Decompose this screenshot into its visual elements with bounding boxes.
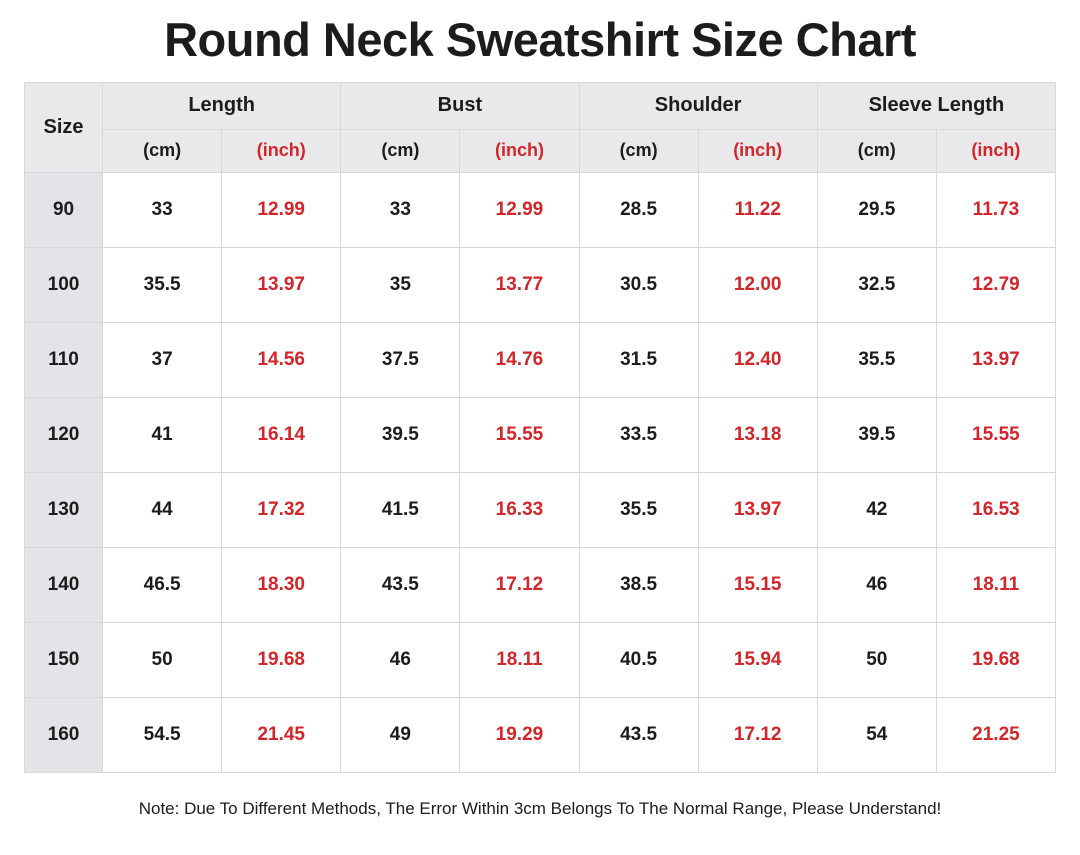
cell-shoulder-inch: 12.40: [698, 322, 817, 397]
header-unit-sleeve-inch: (inch): [936, 129, 1055, 172]
row-size-label: 90: [25, 172, 103, 247]
cell-length-inch: 14.56: [222, 322, 341, 397]
header-group-length: Length: [103, 82, 341, 129]
cell-length-inch: 12.99: [222, 172, 341, 247]
cell-bust-inch: 15.55: [460, 397, 579, 472]
cell-shoulder-inch: 13.97: [698, 472, 817, 547]
cell-shoulder-cm: 30.5: [579, 247, 698, 322]
row-size-label: 120: [25, 397, 103, 472]
header-group-bust: Bust: [341, 82, 579, 129]
size-chart-page: [0, 14, 1080, 855]
cell-sleeve-cm: 54: [817, 697, 936, 772]
cell-length-inch: 21.45: [222, 697, 341, 772]
cell-bust-cm: 39.5: [341, 397, 460, 472]
table-row: [25, 172, 1056, 247]
cell-bust-cm: 49: [341, 697, 460, 772]
cell-sleeve-inch: 21.25: [936, 697, 1055, 772]
cell-shoulder-inch: 12.00: [698, 247, 817, 322]
disclaimer-note: Note: Due To Different Methods, The Error Within 3cm Belongs To The Normal Range, Please Understand!: [138, 798, 942, 818]
row-size-label: 160: [25, 697, 103, 772]
header-unit-shoulder-cm: (cm): [579, 129, 698, 172]
page-title: Round Neck Sweatshirt Size Chart: [164, 13, 916, 66]
size-chart-table: [24, 82, 1056, 773]
cell-sleeve-cm: 32.5: [817, 247, 936, 322]
cell-length-cm: 35.5: [103, 247, 222, 322]
cell-bust-cm: 35: [341, 247, 460, 322]
cell-length-cm: 33: [103, 172, 222, 247]
cell-shoulder-cm: 35.5: [579, 472, 698, 547]
header-unit-length-cm: (cm): [103, 129, 222, 172]
table-row: [25, 547, 1056, 622]
cell-sleeve-inch: 16.53: [936, 472, 1055, 547]
cell-shoulder-cm: 28.5: [579, 172, 698, 247]
cell-length-cm: 46.5: [103, 547, 222, 622]
header-unit-shoulder-inch: (inch): [698, 129, 817, 172]
cell-bust-cm: 37.5: [341, 322, 460, 397]
cell-length-cm: 44: [103, 472, 222, 547]
cell-length-cm: 50: [103, 622, 222, 697]
header-unit-bust-cm: (cm): [341, 129, 460, 172]
cell-length-inch: 18.30: [222, 547, 341, 622]
cell-sleeve-inch: 18.11: [936, 547, 1055, 622]
table-header-unit-row: [25, 129, 1056, 172]
cell-sleeve-inch: 13.97: [936, 322, 1055, 397]
cell-bust-inch: 16.33: [460, 472, 579, 547]
cell-shoulder-inch: 17.12: [698, 697, 817, 772]
cell-length-cm: 54.5: [103, 697, 222, 772]
cell-shoulder-inch: 15.94: [698, 622, 817, 697]
cell-shoulder-cm: 38.5: [579, 547, 698, 622]
cell-shoulder-cm: 43.5: [579, 697, 698, 772]
cell-length-cm: 37: [103, 322, 222, 397]
cell-bust-inch: 18.11: [460, 622, 579, 697]
cell-sleeve-inch: 11.73: [936, 172, 1055, 247]
cell-bust-cm: 46: [341, 622, 460, 697]
cell-sleeve-cm: 35.5: [817, 322, 936, 397]
header-unit-length-inch: (inch): [222, 129, 341, 172]
cell-bust-inch: 19.29: [460, 697, 579, 772]
header-unit-sleeve-cm: (cm): [817, 129, 936, 172]
cell-sleeve-cm: 46: [817, 547, 936, 622]
cell-sleeve-cm: 29.5: [817, 172, 936, 247]
cell-sleeve-inch: 19.68: [936, 622, 1055, 697]
cell-shoulder-cm: 33.5: [579, 397, 698, 472]
cell-bust-cm: 43.5: [341, 547, 460, 622]
cell-shoulder-cm: 31.5: [579, 322, 698, 397]
table-row: [25, 397, 1056, 472]
row-size-label: 110: [25, 322, 103, 397]
cell-bust-cm: 33: [341, 172, 460, 247]
row-size-label: 100: [25, 247, 103, 322]
table-row: [25, 622, 1056, 697]
table-row: [25, 697, 1056, 772]
cell-length-inch: 19.68: [222, 622, 341, 697]
cell-bust-inch: 13.77: [460, 247, 579, 322]
cell-shoulder-inch: 15.15: [698, 547, 817, 622]
table-row: [25, 472, 1056, 547]
header-group-sleeve-length: Sleeve Length: [817, 82, 1055, 129]
table-row: [25, 322, 1056, 397]
cell-bust-inch: 12.99: [460, 172, 579, 247]
cell-shoulder-cm: 40.5: [579, 622, 698, 697]
cell-shoulder-inch: 13.18: [698, 397, 817, 472]
row-size-label: 150: [25, 622, 103, 697]
cell-length-inch: 17.32: [222, 472, 341, 547]
table-header-group-row: [25, 82, 1056, 129]
table-row: [25, 247, 1056, 322]
header-size: Size: [25, 82, 103, 172]
cell-length-inch: 13.97: [222, 247, 341, 322]
cell-sleeve-cm: 50: [817, 622, 936, 697]
cell-sleeve-inch: 12.79: [936, 247, 1055, 322]
cell-bust-cm: 41.5: [341, 472, 460, 547]
cell-length-inch: 16.14: [222, 397, 341, 472]
cell-bust-inch: 17.12: [460, 547, 579, 622]
cell-bust-inch: 14.76: [460, 322, 579, 397]
cell-sleeve-cm: 39.5: [817, 397, 936, 472]
cell-sleeve-inch: 15.55: [936, 397, 1055, 472]
cell-length-cm: 41: [103, 397, 222, 472]
cell-shoulder-inch: 11.22: [698, 172, 817, 247]
header-group-shoulder: Shoulder: [579, 82, 817, 129]
header-unit-bust-inch: (inch): [460, 129, 579, 172]
row-size-label: 130: [25, 472, 103, 547]
row-size-label: 140: [25, 547, 103, 622]
cell-sleeve-cm: 42: [817, 472, 936, 547]
